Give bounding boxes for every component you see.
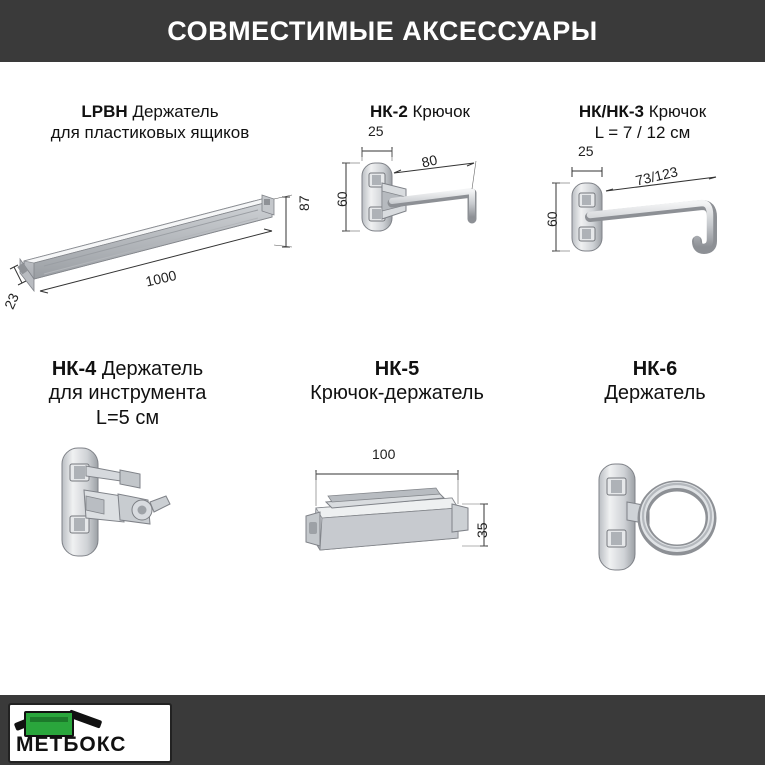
item-lpbh-title bbox=[0, 102, 300, 143]
item-nk2-dim-25: 25 bbox=[368, 122, 384, 139]
item-nk3-dim-73-123: 73/123 bbox=[634, 163, 680, 190]
item-nk2-dim-60: 60 bbox=[334, 191, 350, 207]
item-nk2-name: Крючок bbox=[412, 102, 470, 121]
accessories-sheet bbox=[0, 62, 765, 695]
item-lpbh-dim-23: 23 bbox=[1, 291, 22, 312]
item-nk5-dim-100: 100 bbox=[372, 445, 396, 462]
item-lpbh-name: Держатель bbox=[132, 102, 219, 121]
nk5-svg bbox=[262, 446, 532, 621]
item-nk2-drawing bbox=[320, 123, 520, 283]
item-nk5-title bbox=[262, 357, 532, 406]
item-nk3-dim-60: 60 bbox=[544, 211, 560, 228]
item-nk3-drawing bbox=[530, 143, 755, 303]
item-lpbh-dim-87: 87 bbox=[296, 195, 312, 212]
item-nk6-name: Держатель bbox=[604, 382, 706, 405]
item-nk5-drawing bbox=[262, 446, 532, 621]
item-nk4-title bbox=[0, 357, 255, 430]
item-nk6-title bbox=[545, 357, 765, 406]
item-nk4-code: НК-4 bbox=[51, 358, 97, 380]
item-nk3-dim-25: 25 bbox=[578, 143, 594, 160]
item-lpbh bbox=[0, 102, 312, 312]
item-lpbh-drawing bbox=[0, 143, 312, 312]
item-nk4-drawing bbox=[0, 430, 255, 605]
item-nk4-line3: L=5 см bbox=[95, 406, 160, 429]
item-nk3-name: Крючок bbox=[648, 102, 707, 121]
item-nk2 bbox=[320, 102, 520, 283]
page-header bbox=[0, 0, 765, 62]
item-nk5-name: Крючок-держатель bbox=[310, 382, 484, 405]
item-nk2-dim-80: 80 bbox=[420, 151, 439, 171]
item-nk3-line2: L = 7 / 12 см bbox=[594, 122, 691, 142]
item-nk3-title bbox=[530, 102, 755, 143]
item-nk6-drawing bbox=[545, 446, 765, 621]
item-nk2-code: НК-2 bbox=[370, 102, 408, 121]
item-nk6 bbox=[545, 357, 765, 581]
item-nk4-name: Держатель bbox=[101, 358, 204, 380]
brand-name: МЕТБОКС bbox=[16, 733, 127, 756]
item-lpbh-line2: для пластиковых ящиков bbox=[50, 122, 250, 142]
item-nk4 bbox=[0, 357, 255, 605]
nk4-svg bbox=[0, 430, 255, 605]
item-nk6-code: НК-6 bbox=[632, 358, 678, 380]
item-lpbh-dim-1000: 1000 bbox=[144, 267, 178, 291]
page-title: СОВМЕСТИМЫЕ АКСЕССУАРЫ bbox=[167, 15, 598, 46]
item-nk3 bbox=[530, 102, 755, 303]
item-nk5 bbox=[262, 357, 532, 581]
item-lpbh-code: LPBH bbox=[81, 102, 128, 121]
nk2-svg bbox=[320, 123, 520, 283]
brand-logo bbox=[8, 703, 172, 763]
item-nk5-dim-35: 35 bbox=[474, 522, 490, 538]
item-nk3-code: НК/НК-3 bbox=[578, 102, 644, 121]
item-nk2-title bbox=[320, 102, 520, 123]
nk6-svg bbox=[545, 446, 765, 621]
item-nk5-code: НК-5 bbox=[374, 358, 420, 380]
item-nk4-line2: для инструмента bbox=[48, 382, 207, 405]
nk3-svg bbox=[530, 143, 755, 303]
